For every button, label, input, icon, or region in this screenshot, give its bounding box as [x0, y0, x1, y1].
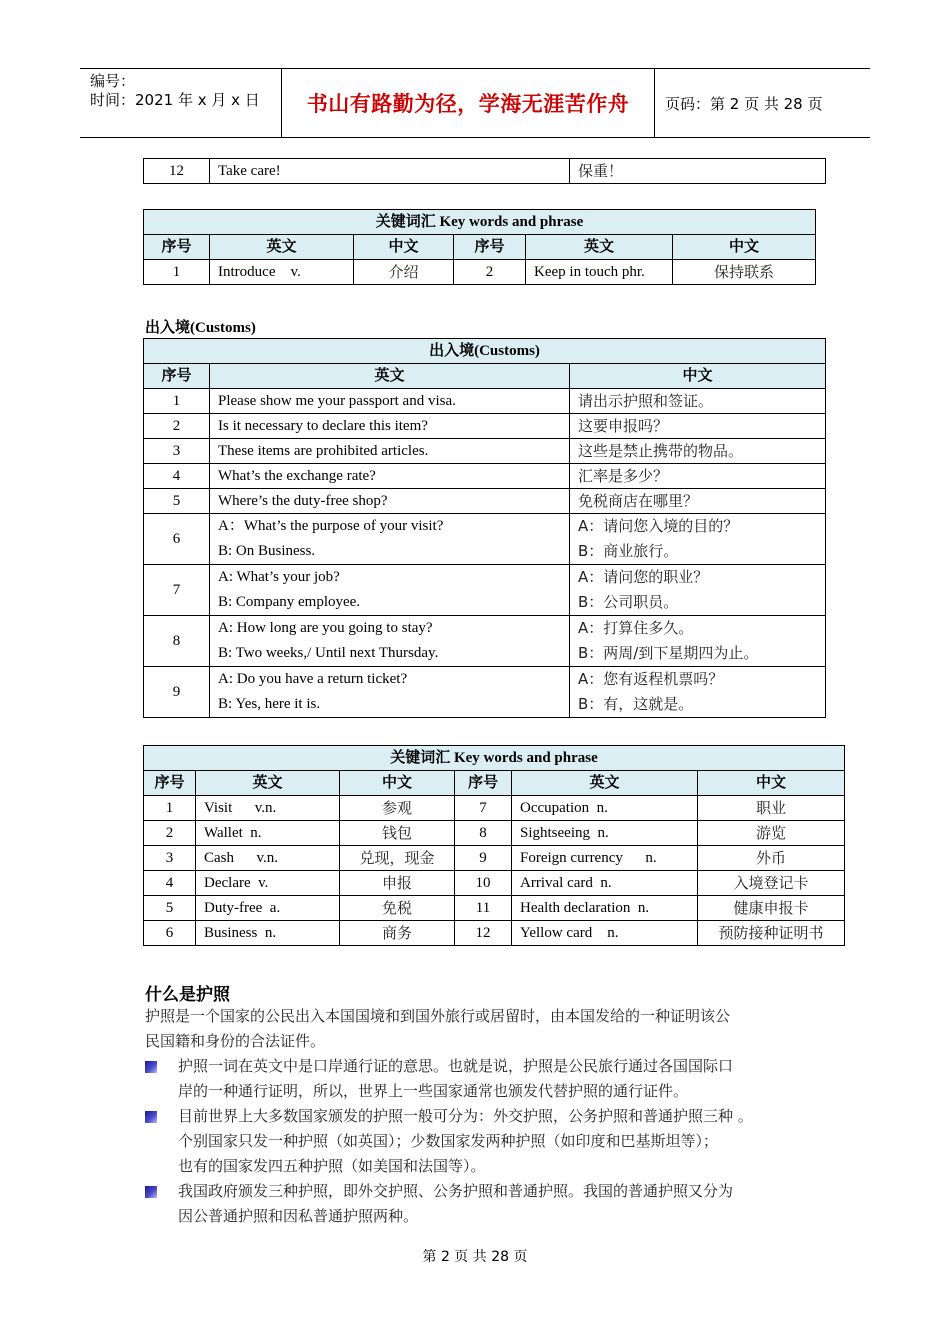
keywords-title: 关键词汇 Key words and phrase: [144, 746, 845, 771]
english-cell: Sightseeing n.: [512, 821, 698, 846]
chinese-cell: [570, 414, 826, 439]
bullet-line: 目前世界上大多数国家颁发的护照一般可分为：外交护照，公务护照和普通护照三种 。: [178, 1107, 753, 1125]
column-header: 英文: [210, 364, 570, 389]
chinese-cell: 入境登记卡: [698, 871, 845, 896]
row-number: 2: [144, 821, 196, 846]
column-header: 英文: [512, 771, 698, 796]
english-line: A: Do you have a return ticket?: [218, 671, 408, 687]
customs-title: 出入境(Customs): [144, 339, 826, 364]
chinese-line: A：请问您的职业？: [578, 568, 709, 586]
header-motto-cell: [282, 69, 655, 137]
bullet-line: 我国政府颁发三种护照，即外交护照、公务护照和普通护照。我国的普通护照又分为: [178, 1182, 734, 1200]
column-header: 中文: [698, 771, 845, 796]
bullet-line: 也有的国家发四五种护照（如美国和法国等）。: [178, 1157, 486, 1175]
customs-header-row: [144, 364, 826, 389]
row-number: 8: [144, 616, 210, 667]
row-number: 7: [144, 565, 210, 616]
row-number: 9: [455, 846, 512, 871]
english-line: A：What’s the purpose of your visit?: [218, 518, 444, 534]
chinese-cell: [570, 514, 826, 565]
row-number: 1: [144, 389, 210, 414]
chinese-cell: [570, 565, 826, 616]
row-number: 12: [455, 921, 512, 946]
english-cell: [210, 667, 570, 718]
table-row: [144, 796, 845, 821]
bullet-line: 个别国家只发一种护照（如英国）；少数国家发两种护照（如印度和巴基斯坦等）；: [178, 1132, 719, 1150]
bullet-line: 因公普通护照和因私普通护照两种。: [178, 1207, 419, 1225]
section-label: 出入境(Customs): [145, 320, 256, 336]
column-header: 英文: [526, 235, 673, 260]
keywords-header-row: [144, 771, 845, 796]
english-cell: [210, 616, 570, 667]
english-cell: Yellow card n.: [512, 921, 698, 946]
row-number: 4: [144, 464, 210, 489]
chinese-cell: 游览: [698, 821, 845, 846]
chinese-line: B：有，这就是。: [578, 695, 694, 713]
chinese-line: 免税商店在哪里？: [578, 492, 699, 510]
english-line: These items are prohibited articles.: [218, 443, 429, 459]
row-number: 7: [455, 796, 512, 821]
row-number: 12: [144, 159, 210, 184]
chinese-line: B：商业旅行。: [578, 542, 679, 560]
chinese-cell: 介绍: [354, 260, 454, 285]
customs-table: [143, 338, 826, 718]
table-row: [144, 871, 845, 896]
table-row: [144, 439, 826, 464]
chinese-cell: 免税: [340, 896, 455, 921]
table-row: [144, 565, 826, 616]
row-number: 1: [144, 796, 196, 821]
table-row: [144, 846, 845, 871]
table-row: [144, 514, 826, 565]
chinese-cell: 兑现，现金: [340, 846, 455, 871]
english-cell: Cash v.n.: [196, 846, 340, 871]
column-header: 序号: [144, 235, 210, 260]
chinese-line: A：请问您入境的目的？: [578, 517, 739, 535]
page-header: [80, 68, 870, 138]
row-number: 3: [144, 846, 196, 871]
row-number: 5: [144, 896, 196, 921]
keywords-table-1: [143, 209, 816, 285]
keywords-body: [144, 796, 845, 946]
column-header: 中文: [673, 235, 816, 260]
chinese-cell: 预防接种证明书: [698, 921, 845, 946]
english-cell: Arrival card n.: [512, 871, 698, 896]
header-meta: [80, 69, 282, 137]
english-cell: [210, 439, 570, 464]
number-label: 编号：: [90, 72, 136, 90]
chinese-cell: [570, 464, 826, 489]
column-header: 序号: [144, 771, 196, 796]
english-cell: [210, 565, 570, 616]
chinese-cell: [570, 667, 826, 718]
bullet-icon: [145, 1061, 157, 1073]
column-header: 英文: [210, 235, 354, 260]
row-number: 6: [144, 514, 210, 565]
chinese-cell: 钱包: [340, 821, 455, 846]
chinese-line: 请出示护照和签证。: [578, 392, 714, 410]
english-line: A: What’s your job?: [218, 569, 340, 585]
chinese-cell: [570, 439, 826, 464]
english-cell: Wallet n.: [196, 821, 340, 846]
motto: 书山有路勤为径，学海无涯苦作舟: [306, 92, 630, 116]
chinese-cell: [570, 489, 826, 514]
chinese-cell: 保重！: [570, 159, 826, 184]
row-number: 10: [455, 871, 512, 896]
keywords-body: [144, 260, 816, 285]
column-header: 英文: [196, 771, 340, 796]
chinese-line: A：您有返程机票吗？: [578, 670, 724, 688]
chinese-cell: 外币: [698, 846, 845, 871]
chinese-line: 这些是禁止携带的物品。: [578, 442, 744, 460]
row-number: 6: [144, 921, 196, 946]
english-line: B: Company employee.: [218, 594, 361, 610]
english-line: What’s the exchange rate?: [218, 468, 376, 484]
chinese-cell: [570, 389, 826, 414]
chinese-cell: 保持联系: [673, 260, 816, 285]
row-number: 5: [144, 489, 210, 514]
section-heading: 什么是护照: [145, 985, 230, 1005]
row-number: 9: [144, 667, 210, 718]
table-row: [144, 414, 826, 439]
row-number: 2: [454, 260, 526, 285]
intro-line: 民国籍和身份的合法证件。: [145, 1032, 326, 1050]
bullet-line: 护照一词在英文中是口岸通行证的意思。也就是说，护照是公民旅行通过各国国际口: [178, 1057, 734, 1075]
table-row: [144, 616, 826, 667]
english-cell: [210, 389, 570, 414]
table-row: [144, 159, 826, 184]
column-header: 中文: [354, 235, 454, 260]
column-header: 中文: [570, 364, 826, 389]
english-line: A: How long are you going to stay?: [218, 620, 433, 636]
keywords-title: 关键词汇 Key words and phrase: [144, 210, 816, 235]
table-row: [144, 667, 826, 718]
english-cell: Occupation n.: [512, 796, 698, 821]
chinese-line: B：公司职员。: [578, 593, 679, 611]
table-row: [144, 389, 826, 414]
english-line: B: On Business.: [218, 543, 316, 559]
english-cell: Visit v.n.: [196, 796, 340, 821]
english-cell: Introduce v.: [210, 260, 354, 285]
page-footer: 第 2 页 共 28 页: [422, 1249, 528, 1265]
english-line: Is it necessary to declare this item?: [218, 418, 428, 434]
row-number: 1: [144, 260, 210, 285]
bullet-item: [145, 1179, 825, 1229]
row-number: 8: [455, 821, 512, 846]
chinese-line: A：打算住多久。: [578, 619, 694, 637]
english-line: B: Two weeks,/ Until next Thursday.: [218, 645, 439, 661]
english-cell: Keep in touch phr.: [526, 260, 673, 285]
chinese-cell: [570, 616, 826, 667]
english-cell: [210, 414, 570, 439]
time-label: 时间：2021 年 x 月 x 日: [90, 91, 260, 109]
row-number: 3: [144, 439, 210, 464]
english-cell: Take care!: [210, 159, 570, 184]
bullet-icon: [145, 1111, 157, 1123]
english-line: Where’s the duty-free shop?: [218, 493, 388, 509]
customs-body: [144, 389, 826, 718]
english-cell: Foreign currency n.: [512, 846, 698, 871]
english-line: Please show me your passport and visa.: [218, 393, 456, 409]
english-cell: Health declaration n.: [512, 896, 698, 921]
table-row: [144, 896, 845, 921]
table-row: [144, 260, 816, 285]
keywords-header-row: [144, 235, 816, 260]
row-number: 11: [455, 896, 512, 921]
table-row: [144, 464, 826, 489]
bullet-line: 岸的一种通行证明，所以，世界上一些国家通常也颁发代替护照的通行证件。: [178, 1082, 689, 1100]
chinese-line: 汇率是多少？: [578, 467, 669, 485]
bullet-item: [145, 1104, 825, 1179]
column-header: 序号: [455, 771, 512, 796]
chinese-line: B：两周/到下星期四为止。: [578, 644, 759, 662]
table-row: [144, 921, 845, 946]
row-number: 4: [144, 871, 196, 896]
column-header: 序号: [454, 235, 526, 260]
chinese-cell: 商务: [340, 921, 455, 946]
keywords-table-2: [143, 745, 845, 946]
page-info: 页码：第 2 页 共 28 页: [665, 94, 823, 113]
english-cell: [210, 464, 570, 489]
chinese-cell: 参观: [340, 796, 455, 821]
header-page-cell: [655, 69, 870, 137]
intro-line: 护照是一个国家的公民出入本国国境和到国外旅行或居留时，由本国发给的一种证明该公: [145, 1007, 731, 1025]
english-cell: [210, 489, 570, 514]
row-number: 2: [144, 414, 210, 439]
english-cell: Business n.: [196, 921, 340, 946]
table-row: [144, 489, 826, 514]
english-cell: Duty-free a.: [196, 896, 340, 921]
chinese-line: 这要申报吗？: [578, 417, 669, 435]
chinese-cell: 申报: [340, 871, 455, 896]
column-header: 中文: [340, 771, 455, 796]
bullet-icon: [145, 1186, 157, 1198]
table-row: [144, 821, 845, 846]
column-header: 序号: [144, 364, 210, 389]
chinese-cell: 健康申报卡: [698, 896, 845, 921]
english-cell: [210, 514, 570, 565]
top-phrase-table: [143, 158, 826, 184]
intro-paragraph: [145, 1004, 815, 1054]
bullet-item: [145, 1054, 825, 1104]
english-cell: Declare v.: [196, 871, 340, 896]
english-line: B: Yes, here it is.: [218, 696, 321, 712]
chinese-cell: 职业: [698, 796, 845, 821]
